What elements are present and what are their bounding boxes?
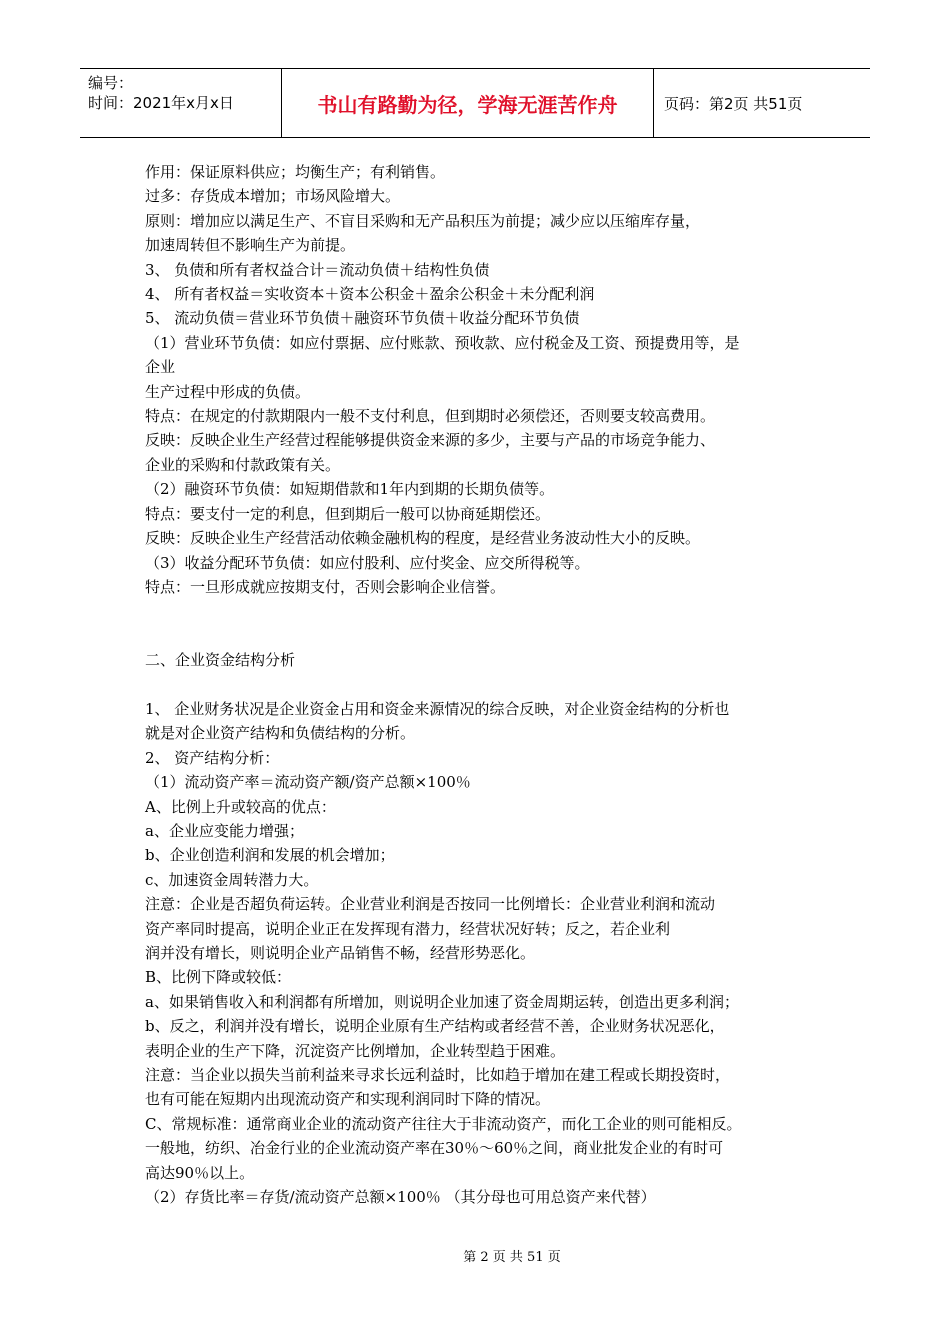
body-line: 1、 企业财务状况是企业资金占用和资金来源情况的综合反映，对企业资金结构的分析也 <box>145 699 730 718</box>
body-line: 5、 流动负债＝营业环节负债＋融资环节负债＋收益分配环节负债 <box>145 309 580 328</box>
body-line: 加速周转但不影响生产为前提。 <box>145 236 356 255</box>
body-line: （2）存货比率＝存货/流动资产总额×100％ （其分母也可用总资产来代替） <box>145 1188 656 1207</box>
body-line: 4、 所有者权益＝实收资本＋资本公积金＋盈余公积金＋未分配利润 <box>145 285 595 304</box>
body-line: 2、 资产结构分析： <box>145 748 280 767</box>
body-line: 润并没有增长，则说明企业产品销售不畅，经营形势恶化。 <box>145 943 536 962</box>
body-line: （3）收益分配环节负债：如应付股利、应付奖金、应交所得税等。 <box>145 553 590 572</box>
body-line: b、反之，利润并没有增长，说明企业原有生产结构或者经营不善，企业财务状况恶化， <box>145 1017 725 1036</box>
header-motto: 书山有路勤为径，学海无涯苦作舟 <box>282 69 654 137</box>
body-line: 特点：要支付一定的利息，但到期后一般可以协商延期偿还。 <box>145 504 551 523</box>
body-line: 就是对企业资产结构和负债结构的分析。 <box>145 724 416 743</box>
body-line: 反映：反映企业生产经营活动依赖金融机构的程度，是经营业务波动性大小的反映。 <box>145 529 701 548</box>
paragraph-gap <box>145 673 815 697</box>
number-label: 编号： <box>88 74 134 92</box>
body-line: 反映：反映企业生产经营过程能够提供资金来源的多少，主要与产品的市场竞争能力、 <box>145 431 716 450</box>
body-line: 资产率同时提高，说明企业正在发挥现有潜力，经营状况好转；反之，若企业利 <box>145 919 671 938</box>
body-line: 注意：当企业以损失当前利益来寻求长远利益时，比如趋于增加在建工程或长期投资时， <box>145 1066 731 1084</box>
time-label: 时间：2021年x月x日 <box>88 94 234 112</box>
paragraph-gap <box>145 599 815 648</box>
body-line: b、企业创造利润和发展的机会增加； <box>145 846 395 865</box>
body-line: 高达90％以上。 <box>145 1163 255 1182</box>
body-line: 企业 <box>145 358 176 377</box>
body-line: 作用：保证原料供应；均衡生产；有利销售。 <box>145 163 446 181</box>
body-line: （2）融资环节负债：如短期借款和1年内到期的长期负债等。 <box>145 480 555 499</box>
body-line: a、企业应变能力增强； <box>145 821 304 840</box>
body-line: （1）营业环节负债：如应付票据、应付账款、预收款、应付税金及工资、预提费用等，是 <box>145 333 740 352</box>
body-line: 也有可能在短期内出现流动资产和实现利润同时下降的情况。 <box>145 1090 551 1109</box>
body-line: 表明企业的生产下降，沉淀资产比例增加，企业转型趋于困难。 <box>145 1041 566 1060</box>
body-line: A、比例上升或较高的优点： <box>145 797 336 816</box>
body-line: 企业的采购和付款政策有关。 <box>145 455 341 474</box>
body-line: 过多：存货成本增加；市场风险增大。 <box>145 187 401 206</box>
body-line: 3、 负债和所有者权益合计＝流动负债＋结构性负债 <box>145 260 490 279</box>
document-body <box>145 160 815 1209</box>
body-line: a、如果销售收入和利润都有所增加，则说明企业加速了资金周期运转，创造出更多利润； <box>145 992 739 1011</box>
body-line: （1）流动资产率＝流动资产额/资产总额×100％ <box>145 773 471 792</box>
body-line: B、比例下降或较低： <box>145 968 292 987</box>
body-line: 原则：增加应以满足生产、不盲目采购和无产品积压为前提；减少应以压缩库存量， <box>145 211 701 230</box>
header-page-info: 页码：第2页 共51页 <box>664 94 803 113</box>
header-table <box>80 68 870 138</box>
body-line: 特点：一旦形成就应按期支付，否则会影响企业信誉。 <box>145 577 506 596</box>
body-line: 一般地，纺织、冶金行业的企业流动资产率在30％～60％之间，商业批发企业的有时可 <box>145 1139 724 1158</box>
body-line: 特点：在规定的付款期限内一般不支付利息，但到期时必须偿还，否则要支较高费用。 <box>145 407 716 426</box>
body-line: c、加速资金周转潜力大。 <box>145 870 319 889</box>
header-meta-cell <box>80 69 282 137</box>
body-line: 注意：企业是否超负荷运转。企业营业利润是否按同一比例增长：企业营业利润和流动 <box>145 895 716 914</box>
body-line: 生产过程中形成的负债。 <box>145 382 311 401</box>
body-line: C、常规标准：通常商业企业的流动资产往往大于非流动资产，而化工企业的则可能相反。 <box>145 1114 742 1133</box>
section-heading: 二、企业资金结构分析 <box>145 651 296 670</box>
page-footer: 第 2 页 共 51 页 <box>463 1250 561 1265</box>
